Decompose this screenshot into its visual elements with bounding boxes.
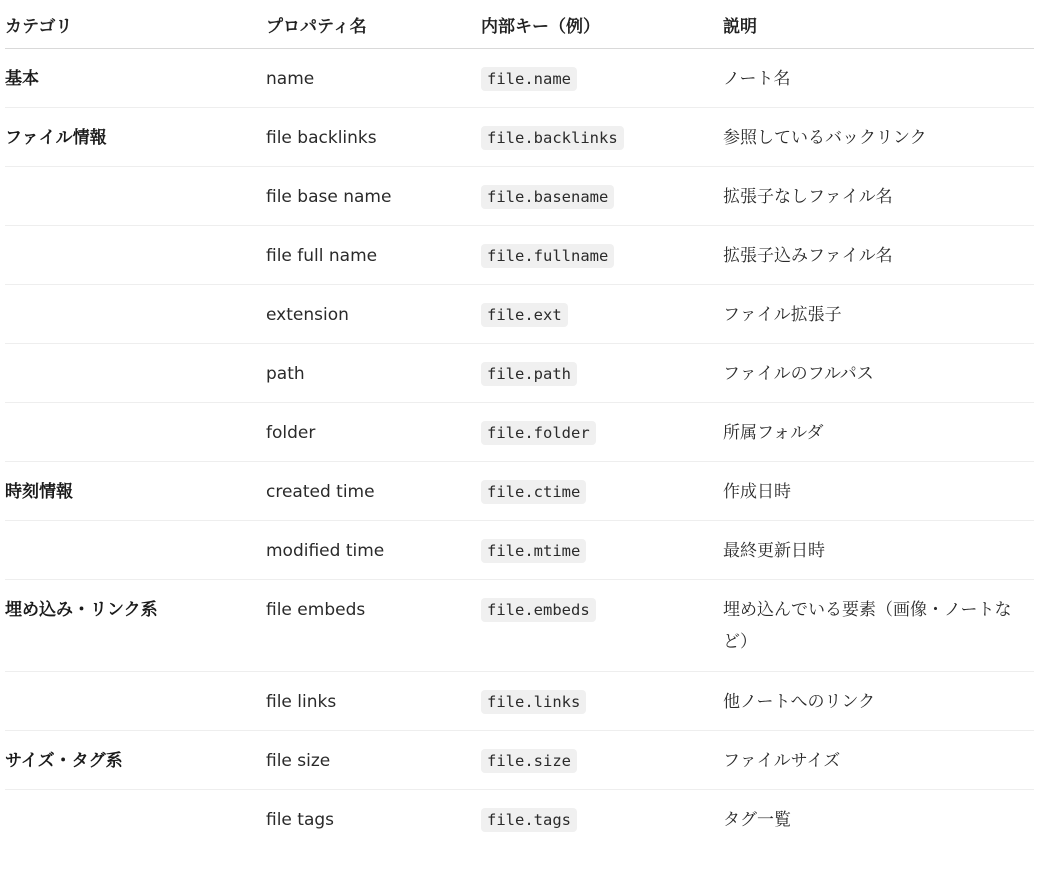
key-code: file.mtime [481, 539, 586, 563]
property-cell: file embeds [266, 580, 481, 672]
property-cell: path [266, 344, 481, 403]
table-row [5, 285, 1034, 344]
header-category: カテゴリ [5, 0, 266, 49]
table-row [5, 108, 1034, 167]
description-cell: ファイル拡張子 [723, 285, 1034, 344]
property-cell: file links [266, 672, 481, 731]
property-cell: file tags [266, 810, 335, 830]
property-table [5, 0, 1034, 849]
table-row [5, 167, 1034, 226]
category-cell [5, 672, 266, 731]
category-cell [5, 790, 266, 849]
key-code: file.path [481, 362, 577, 386]
key-cell [481, 521, 723, 580]
table-row [5, 672, 1034, 731]
key-cell [481, 403, 723, 462]
description-cell: 最終更新日時 [723, 521, 1034, 580]
property-cell: file full name [266, 226, 481, 285]
key-code: file.name [481, 67, 577, 91]
category-cell [5, 285, 266, 344]
key-cell [481, 790, 723, 849]
property-cell: extension [266, 285, 481, 344]
header-description: 説明 [723, 0, 1034, 49]
description-cell: ファイルサイズ [723, 731, 1034, 790]
key-code: file.backlinks [481, 126, 624, 150]
key-cell [481, 226, 723, 285]
key-cell [481, 344, 723, 403]
category-cell [5, 521, 266, 580]
property-cell: name [266, 49, 481, 108]
description-cell: 埋め込んでいる要素（画像・ノートなど） [723, 580, 1034, 672]
description-cell: ファイルのフルパス [723, 344, 1034, 403]
key-cell [481, 49, 723, 108]
key-code: file.fullname [481, 244, 614, 268]
key-cell [481, 108, 723, 167]
key-code: file.ctime [481, 480, 586, 504]
key-cell [481, 285, 723, 344]
description-cell: ノート名 [723, 49, 1034, 108]
key-cell [481, 167, 723, 226]
table-row [5, 49, 1034, 108]
description-cell: 所属フォルダ [723, 403, 1034, 462]
description-cell: 拡張子込みファイル名 [723, 226, 1034, 285]
description-cell: 拡張子なしファイル名 [723, 167, 1034, 226]
table-row [5, 226, 1034, 285]
table-header-row [5, 0, 1034, 49]
property-cell: created time [266, 462, 481, 521]
property-table-container [5, 0, 1034, 849]
category-cell: サイズ・タグ系 [5, 731, 266, 790]
key-cell [481, 580, 723, 672]
table-row [5, 403, 1034, 462]
table-row [5, 521, 1034, 580]
key-code: file.embeds [481, 598, 596, 622]
property-cell: file size [266, 731, 481, 790]
category-cell [5, 226, 266, 285]
description-cell: 作成日時 [723, 462, 1034, 521]
key-code: file.folder [481, 421, 596, 445]
category-cell: 埋め込み・リンク系 [5, 580, 266, 672]
key-cell [481, 462, 723, 521]
table-row [5, 790, 1034, 849]
category-cell: 基本 [5, 49, 266, 108]
key-code: file.links [481, 690, 586, 714]
key-cell [481, 731, 723, 790]
description-cell: タグ一覧 [723, 810, 791, 830]
key-code: file.tags [481, 808, 577, 832]
property-cell: modified time [266, 521, 481, 580]
key-code: file.size [481, 749, 577, 773]
category-cell: ファイル情報 [5, 108, 266, 167]
table-row [5, 580, 1034, 672]
description-cell: 参照しているバックリンク [723, 108, 1034, 167]
property-cell: folder [266, 403, 481, 462]
description-cell: 他ノートへのリンク [723, 672, 1034, 731]
key-code: file.ext [481, 303, 568, 327]
key-code: file.basename [481, 185, 614, 209]
category-cell [5, 167, 266, 226]
property-cell: file backlinks [266, 108, 481, 167]
table-row [5, 731, 1034, 790]
table-row [5, 344, 1034, 403]
category-cell [5, 403, 266, 462]
category-cell [5, 344, 266, 403]
key-cell [481, 672, 723, 731]
header-property-name: プロパティ名 [266, 0, 481, 49]
table-row [5, 462, 1034, 521]
category-cell: 時刻情報 [5, 462, 266, 521]
property-cell: file base name [266, 167, 481, 226]
header-internal-key: 内部キー（例） [481, 0, 723, 49]
